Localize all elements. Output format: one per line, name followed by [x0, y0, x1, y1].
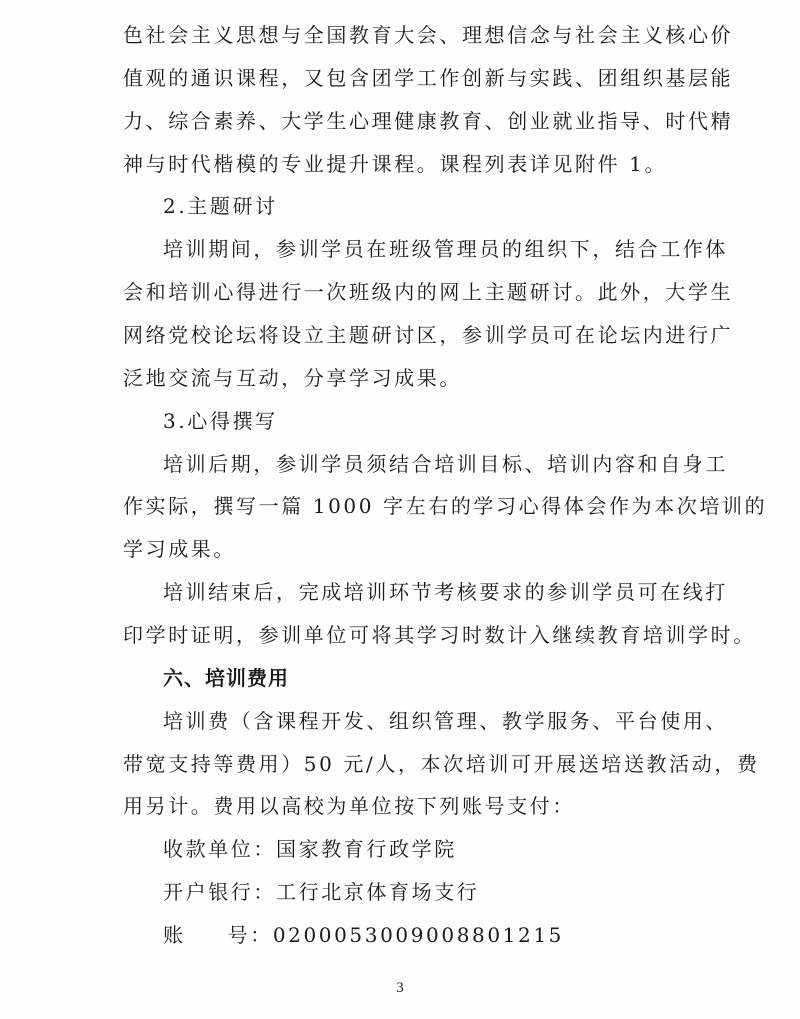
completion-certificate-paragraph [123, 571, 756, 657]
payment-info [123, 828, 683, 957]
text-line: 力、综合素养、大学生心理健康教育、创业就业指导、时代精 [123, 108, 734, 133]
page-number: 3 [396, 980, 404, 996]
text-line: 色社会主义思想与全国教育大会、理想信念与社会主义核心价 [123, 23, 734, 47]
account-row [123, 914, 683, 957]
text-line: 培训期间，参训学员在班级管理员的组织下，结合工作体 [163, 237, 728, 262]
text-line: 学习成果。 [123, 537, 236, 562]
section-heading-training-fees: 六、培训费用 [163, 665, 289, 690]
topic-discussion-paragraph [123, 228, 734, 399]
text-line: 带宽支持等费用）50 元/人，本次培训可开展送培送教活动，费 [123, 751, 760, 776]
text-line: 作实际，撰写一篇 1000 字左右的学习心得体会作为本次培训的 [123, 494, 768, 519]
account-label-char1: 账 [163, 923, 186, 948]
text-line: 用另计。费用以高校为单位按下列账号支付： [123, 794, 575, 819]
payee-label: 收款单位： [163, 837, 276, 862]
subsection-heading-topic-discussion: 2.主题研讨 [163, 194, 278, 219]
text-line: 培训后期，参训学员须结合培训目标、培训内容和自身工 [163, 451, 728, 476]
bank-row [123, 871, 683, 914]
reflection-writing-paragraph [123, 443, 768, 572]
training-fee-paragraph [123, 700, 760, 829]
text-line: 网络党校论坛将设立主题研讨区，参训学员可在论坛内进行广 [123, 323, 734, 348]
account-number: 0200053009008801215 [272, 923, 564, 948]
page-body [123, 14, 768, 957]
payee-value: 国家教育行政学院 [276, 837, 457, 862]
account-label-char2: 号： [227, 923, 273, 948]
text-line: 培训费（含课程开发、组织管理、教学服务、平台使用、 [163, 708, 728, 733]
subsection-heading-reflection-writing: 3.心得撰写 [163, 408, 278, 433]
payee-row [123, 828, 683, 871]
text-line: 会和培训心得进行一次班级内的网上主题研讨。此外，大学生 [123, 280, 734, 305]
course-description-paragraph [123, 14, 734, 185]
bank-label: 开户银行： [163, 880, 276, 905]
text-line: 泛地交流与互动，分享学习成果。 [123, 365, 462, 390]
text-line: 培训结束后，完成培训环节考核要求的参训学员可在线打 [163, 580, 728, 605]
text-line: 印学时证明，参训单位可将其学习时数计入继续教育培训学时。 [123, 623, 756, 648]
bank-value: 工行北京体育场支行 [276, 880, 480, 905]
text-line: 神与时代楷模的专业提升课程。课程列表详见附件 1。 [123, 151, 668, 176]
text-line: 值观的通识课程，又包含团学工作创新与实践、团组织基层能 [123, 65, 734, 90]
